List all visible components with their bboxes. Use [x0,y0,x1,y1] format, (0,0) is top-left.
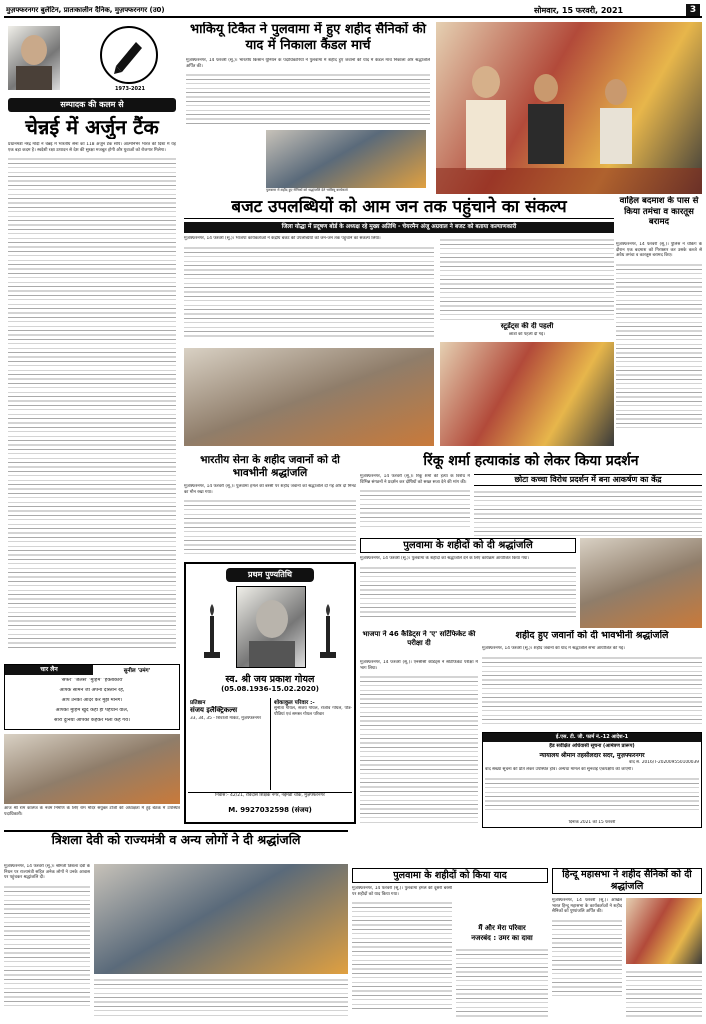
column-body-lines [456,946,548,1020]
lead-story [184,22,432,194]
hindu-body-text: मुज़फ्फरनगर, 14 फरवरी (सू.)। अखिल भारत हिन्दू महासभा के कार्यकर्ताओं ने शहीद सैनिकों को पुष्पांजलि अर्पित की। [552,898,622,915]
trishla-story [4,830,348,1020]
bbad-body-lines [616,261,702,431]
obituary-title: प्रथम पुण्यतिथि [226,568,314,582]
editor-portrait [8,26,60,90]
pulwama-tribute-story [360,538,702,628]
masthead-left: मुज़फ्फरनगर बुलेटिन, प्रातःकालीन दैनिक, मुज़फ्फरनगर (उ0) [6,6,165,14]
army-story [184,454,356,560]
notice-date: दिनांक 2021 को 15 फरवरी [568,820,616,825]
pulwama-yaad-body-text: मुज़फ्फरनगर, 14 फरवरी (सू.)। पुलवामा हमले की दूसरी बरसी पर शहीदों को याद किया गया। [352,886,452,897]
lamp-icon [200,600,224,664]
lead-body-lines [186,71,430,125]
trishla-body-bottom-lines [94,976,348,1018]
charline-line: आपके सामने जो अपना दास्तान रहे, [59,688,125,693]
notice-sub: हैड सर्वेक्षित अधिवासी सूचना (आमंत्रण प्रारूप) [549,743,635,749]
trishla-headline: त्रिशला देवी को राज्यमंत्री व अन्य लोगों ने दी श्रद्धांजलि [4,830,348,848]
rinku-body-lines [360,487,470,527]
budget-body-right [440,236,614,320]
lead-photo-caption: पुलवामा में शहीद हुए सैनिकों को श्रद्धांजलि देते भाकियू कार्यकर्ता [266,188,348,192]
bbad-headline: वाहिल बदमाश के पास से किया तमंचा व कारतूस बरामद [619,196,699,227]
editorial-headline: चेन्नई में अर्जुन टैंक [25,115,159,139]
pulwama-yaad-story [352,868,548,1020]
rinku-body [360,474,470,536]
bbad-story [616,196,702,446]
obituary-right-title: शोकाकुल परिवार :- [274,700,315,706]
lamp-icon [316,600,340,664]
pulwama-yaad-body-lines [352,899,452,1009]
editorial-body-text: प्रधानमंत्री नरेंद्र मोदी ने चेन्नई में भारतीय सेना को 118 अर्जुन टैंक सौंपे। आत्मनिर्भर भारत की दिशा में यह एक बड़ा कदम है। स्वदेशी रक्षा उत्पादन से देश की सुरक्षा मजबूत होगी और युवाओं को रोजगार मिलेगा। [8,142,176,153]
pulwama-tribute-body [360,556,576,628]
budget-body-right-lines [440,236,614,320]
obituary-mobile: M. 9927032598 (संजय) [228,806,312,814]
rinku-body-right [474,488,702,536]
charline-line: आपकी मुहिम खुद कहां ही पहचाने वाले, [55,708,129,713]
budget-body-text: मुज़फ्फरनगर, 14 फरवरी (सू.)। भाजपा कार्यकर्ताओं ने केंद्रीय बजट की उपलब्धियों को जन-जन तक पहुंचाने का संकल्प लिया। [184,236,381,241]
editorial-body [8,142,176,658]
obituary-dates: (05.08.1936-15.02.2020) [221,685,319,693]
pulwama-yaad-body [352,886,452,1020]
obituary-portrait [236,586,306,668]
budget-photo [184,348,434,446]
left-meeting-photo [4,734,180,804]
pulwama-yaad-headline: पुलवामा के शहीदों को किया याद [352,868,548,883]
obituary-family: सुनीता गोयल, संजय गोयल, राजीव गोयल, पौत्र-पौत्रियां एवं समस्त गोयल परिवार [274,706,352,717]
top-right-photo [436,22,702,194]
notice-band: ई.एस. टी. जी. फार्म नं.-12 आदेश-1 [483,733,701,742]
trishla-body-bottom [94,976,348,1018]
pulwama-tribute-body-lines [360,564,576,620]
shaheed-right-story [482,630,702,730]
charline-line: सारी दुनिया आपको कहकर मेला कहे गये। [54,718,130,723]
army-body [184,484,356,560]
balbhadra-body [360,660,478,824]
hindu-story [552,868,702,1020]
shaheed-right-body-text: मुज़फ्फरनगर, 14 फरवरी (सू.)। शहीद जवानों की याद में श्रद्धांजलि सभा आयोजित की गई। [482,646,625,651]
masthead [4,4,702,18]
editor-portrait-figure [8,26,60,90]
students-headline: स्टूडेंट्स की दी पहली [500,322,554,330]
bbad-body [616,242,702,442]
budget-story [184,196,614,450]
budget-body [184,236,434,346]
obituary-firm: संजय इलैक्ट्रिकल्स [190,706,238,714]
charline-line: 'सफर' 'जलस' 'मुहिम' 'हकबकाय' [60,678,124,683]
pen-logo-icon [102,28,156,82]
column-body [456,946,548,1020]
rinku-story [360,452,702,536]
rinku-body-right-lines [474,488,702,536]
obituary-portrait-figure [237,587,306,668]
rinku-headline: रिंकू शर्मा हत्याकांड को लेकर किया प्रदर्शन [423,453,639,469]
charline-author: सुनील 'उमंग' [123,668,151,674]
hindu-headline: हिन्दू महासभा ने शहीद सैनिकों को दी श्रद्धांजलि [552,868,702,894]
trishla-body [4,864,90,1018]
notice-body-lines [485,775,699,813]
balbhadra-story [360,630,478,824]
obituary-address: 33, 34, 35 - शिवाजी मार्केट, मुज़फ्फरनगर [190,716,261,721]
obituary-name: स्व. श्री जय प्रकाश गोयल [225,674,315,685]
charline-box [4,664,180,730]
trishla-photo [94,864,348,974]
notice-title: न्यायालय श्रीमान तहसीलदार सदर, मुज़फ्फरनगर [539,752,645,759]
left-photo-caption: आज श्री राम कॉलेज के नवम निर्माण के लिए राम मंदिर संयुक्त टीजी की अध्यक्षता में हुई बैठक में उपस्थित पदाधिकारी। [4,806,180,817]
editorial-band: सम्पादक की कलम से [8,98,176,112]
balbhadra-body-text: मुज़फ्फरनगर, 14 फरवरी (सू.)। एनसीसी कैडिट्स ने सर्टिफिकेट परीक्षा में भाग लिया। [360,660,478,671]
budget-subhead: जिला योद्धा में प्रदूषण बोर्ड के अध्यक्ष रहे मुख्य अतिथि - चेयरमैन अंजू अग्रवाल ने बजट को बताया कल्याणकारी [184,222,614,233]
army-body-text: मुज़फ्फरनगर, 14 फरवरी (सू.)। पुलवामा हमले की बरसी पर शहीद जवानों को श्रद्धांजलि दी गई और दो मिनट का मौन रखा गया। [184,484,356,495]
logo-year: 1973-2021 [115,86,145,92]
shaheed-right-body-lines [482,654,702,724]
hindu-body [552,898,622,1018]
charline-title: चार लैन [5,665,93,675]
lead-photo [266,130,426,188]
pulwama-tribute-photo [580,538,702,628]
notice-case: वाद सं. 2016/T-202009550100039 [629,760,699,765]
students-body: छात्रों को पहली दी गई। [509,332,545,337]
column-subtitle: नजरबंद : उमर का दावा [471,934,533,942]
hindu-body-right [626,968,702,1018]
obituary-divider [270,698,271,790]
lead-headline: भाकियू टिकैत ने पुलवामा में हुए शहीद सैनिकों की याद में निकाला कैंडल मार्च [189,22,427,53]
rinku-subhead: छोटा कच्चा विरोध प्रदर्शन में बना आकर्षण का केंद्र [474,474,702,486]
rinku-body-text: मुज़फ्फरनगर, 14 फरवरी (सू.)। रिंकू शर्मा की हत्या के विरोध में विभिन्न संगठनों ने प्रदर्शन कर दोषियों को सख्त सजा देने की मांग की। [360,474,470,485]
notice-box [482,732,702,828]
hindu-body-right-lines [626,968,702,1018]
shaheed-right-body [482,646,702,730]
notice-body-text: वाद संख्या सूचना की प्रति लेकर उपस्थित होवें। अन्यथा मामले की सुनवाई एकपक्षीय की जाएगी। [485,767,633,772]
trishla-body-lines [4,883,90,1007]
editorial-block [4,22,180,662]
editorial-body-lines [8,155,176,651]
balbhadra-headline: भाजपा ने 46 कैडिट्स ने 'ए' सर्टिफिकेट की परीक्षा दी [362,630,476,647]
army-headline: भारतीय सेना के शहीद जवानों को दी भावभीनी श्रद्धांजलि [200,454,340,479]
students-photo [440,342,614,446]
masthead-date: सोमवार, 15 फरवरी, 2021 [534,6,624,15]
pulwama-tribute-headline: पुलवामा के शहीदों को दी श्रद्धांजलि [360,538,576,553]
editorial-logo [100,26,158,84]
bbad-body-text: मुज़फ्फरनगर, 14 फरवरी (सू.)। पुलिस ने चेकिंग के दौरान एक बदमाश को गिरफ्तार कर उसके कब्जे से अवैध तमंचा व कारतूस बरामद किए। [616,242,702,259]
obituary-left-title: प्रतिष्ठान [190,700,206,706]
balbhadra-body-lines [360,673,478,823]
army-body-lines [184,497,356,557]
page-number: 3 [686,4,700,16]
hindu-photo [626,898,702,964]
budget-banner: बजट उपलब्धियों को आम जन तक पहुंचाने का संकल्प [184,196,614,219]
trishla-body-text: मुज़फ्फरनगर, 14 फरवरी (सू.)। श्रीमती त्रिशला देवी के निधन पर राज्यमंत्री सहित अनेक लोगों ने उनके आवास पर पहुंचकर श्रद्धांजलि दी। [4,864,90,881]
column-title: मैं और मेरा परिवार [478,924,526,932]
crowd-figures [436,22,702,194]
notice-body [485,767,699,819]
charline-line: आप उनका आदर करें मुझे मानेंगे। [61,698,123,703]
budget-body-lines [184,244,434,340]
obituary-residence: निवास:- 42/21, रविदास शिक्षक नगर, नईमंडी चौक, मुज़फ्फरनगर [188,792,352,804]
shaheed-right-headline: शहीद हुए जवानों को दी भावभीनी श्रद्धांजलि [515,630,669,641]
lead-body-text: मुज़फ्फरनगर, 14 फरवरी (सू.)। भारतीय किसान यूनियन के पदाधिकारियों ने पुलवामा में शहीद हुए जवानों की याद में कैंडल मार्च निकाला और श्रद्धांजलि अर्पित की। [186,58,430,69]
obituary-box [184,562,356,824]
hindu-body-lines [552,917,622,997]
lead-body [186,58,430,128]
pulwama-tribute-body-text: मुज़फ्फरनगर, 14 फरवरी (सू.)। पुलवामा के शहीदों को श्रद्धांजलि देने के लिए कार्यक्रम आयोजित किया गया। [360,556,529,561]
